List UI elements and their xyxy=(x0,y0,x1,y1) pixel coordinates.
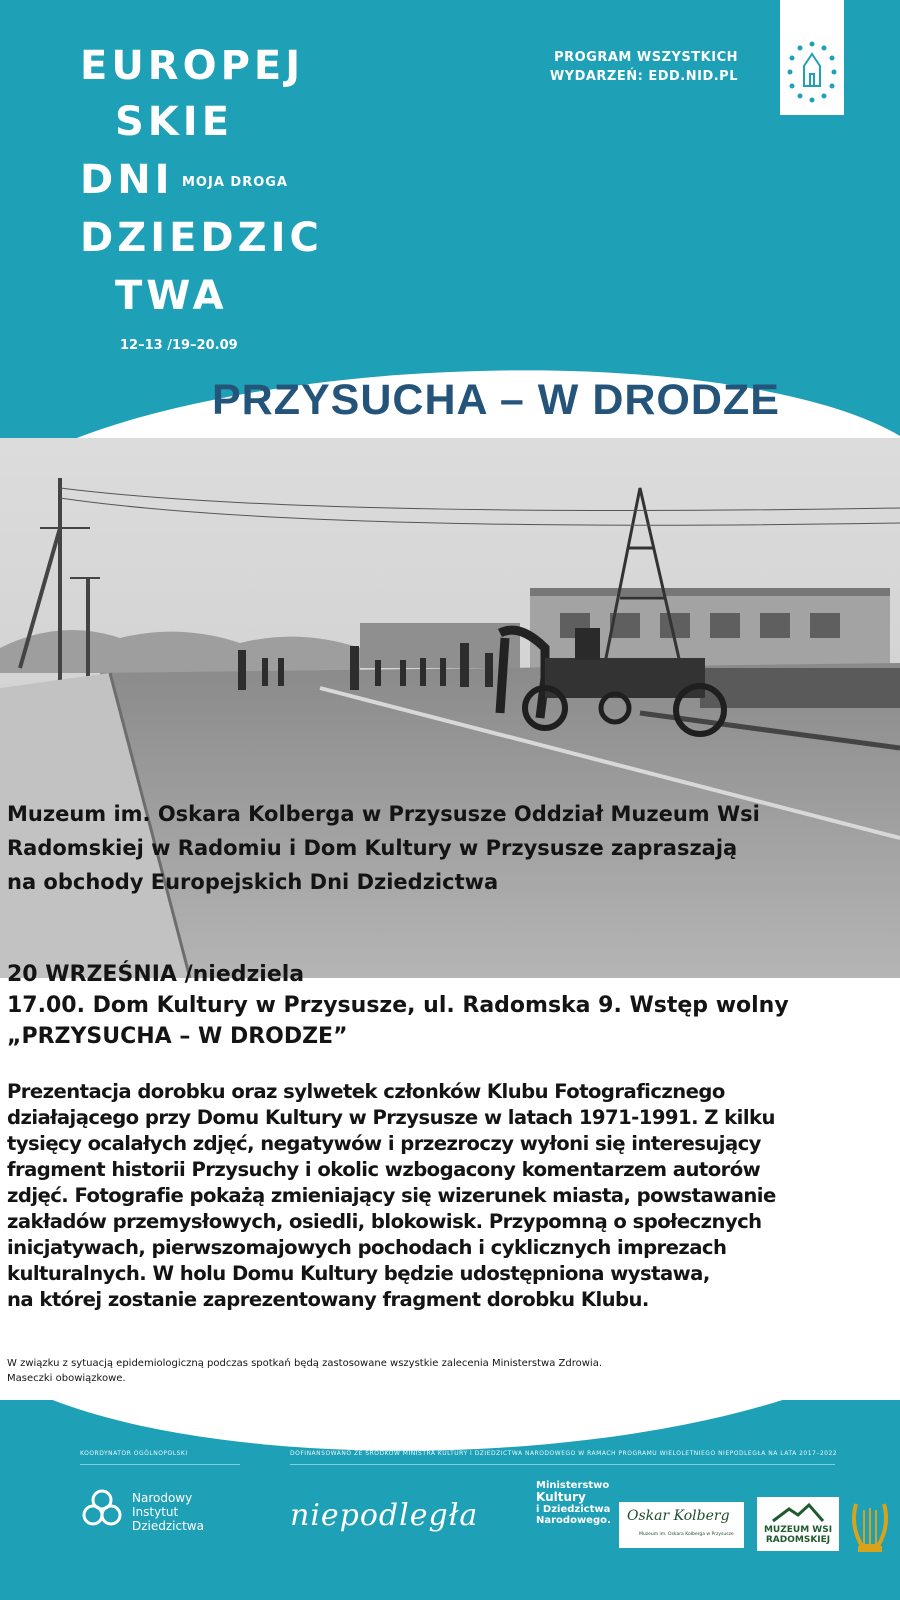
description-line-4: fragment historii Przysuchy i okolic wzbogacony komentarzem autorów xyxy=(7,1158,761,1181)
nid-name xyxy=(132,1491,204,1533)
event-dates: 12–13 /19–20.09 xyxy=(120,338,238,353)
ministry-line-4: Narodowego. xyxy=(536,1515,611,1526)
description-line-2: działającego przy Domu Kultury w Przysusze w latach 1971-1991. Z kilku xyxy=(7,1106,775,1129)
logo-subtitle: MOJA DROGA xyxy=(182,175,288,190)
coordinator-label: KOORDYNATOR OGÓLNOPOLSKI xyxy=(80,1450,188,1457)
program-line-1: PROGRAM WSZYSTKICH xyxy=(554,50,738,65)
event-details xyxy=(7,959,887,1052)
health-note xyxy=(7,1356,887,1386)
intro-line-1: Muzeum im. Oskara Kolberga w Przysusze Oddział Muzeum Wsi xyxy=(7,802,760,826)
intro-line-3: na obchody Europejskich Dni Dziedzictwa xyxy=(7,870,499,894)
note-line-1: W związku z sytuacją epidemiologiczną podczas spotkań będą zastosowane wszystkie zalecenia Ministerstwa Zdrowia. xyxy=(7,1358,602,1369)
muzeum-wsi-line-1: MUZEUM WSI xyxy=(763,1525,833,1535)
description-line-1: Prezentacja dorobku oraz sylwetek członków Klubu Fotograficznego xyxy=(7,1080,725,1103)
ministry-line-3: i Dziedzictwa xyxy=(536,1504,611,1515)
muzeum-wsi-logo xyxy=(757,1497,839,1551)
muzeum-wsi-name xyxy=(757,1525,839,1545)
logo-line-3: DNI xyxy=(80,157,174,203)
lyre-logo-icon xyxy=(848,1496,892,1556)
kolberg-signature: Oskar Kolberg xyxy=(627,1508,730,1524)
description-line-3: tysięcy ocalałych zdjęć, negatywów i przezroczy wyłoni się interesujący xyxy=(7,1132,761,1155)
funding-rule xyxy=(290,1464,835,1465)
event-description xyxy=(7,1079,887,1313)
funding-label: DOFINANSOWANO ZE ŚRODKÓW MINISTRA KULTURY I DZIEDZICTWA NARODOWEGO W RAMACH PROGRAMU WIELOLETNIEGO NIEPODLEGŁA NA LATA 2017–2022 xyxy=(290,1450,838,1457)
event-name: „PRZYSUCHA – W DRODZE” xyxy=(7,1024,348,1049)
niepodlegla-logo: niepodległa xyxy=(290,1498,479,1533)
kolberg-subtitle: Muzeum im. Oskara Kolberga w Przysusze xyxy=(639,1532,734,1537)
kolberg-museum-logo xyxy=(619,1502,744,1548)
nid-line-1: Narodowy xyxy=(132,1491,193,1505)
event-date: 20 WRZEŚNIA /niedziela xyxy=(7,962,305,987)
logo-line-2: SKIE xyxy=(115,99,234,145)
nid-line-2: Instytut xyxy=(132,1505,179,1519)
eu-stars-emblem-icon xyxy=(786,40,838,104)
nid-knot-logo-icon xyxy=(80,1486,124,1530)
page-title: PRZYSUCHA – W DRODZE xyxy=(212,376,780,424)
ministry-line-2: Kultury xyxy=(536,1490,586,1504)
event-place: 17.00. Dom Kultury w Przysusze, ul. Radomska 9. Wstęp wolny xyxy=(7,993,789,1018)
coordinator-rule xyxy=(80,1464,240,1465)
description-line-6: zakładów przemysłowych, osiedli, blokowisk. Przypomną o społecznych xyxy=(7,1210,762,1233)
muzeum-wsi-house-logo-icon xyxy=(771,1503,825,1523)
description-line-7: inicjatywach, pierwszomajowych pochodach i cyklicznych imprezach xyxy=(7,1236,727,1259)
eu-emblem xyxy=(780,0,844,115)
logo-line-5: TWA xyxy=(115,273,228,319)
intro-text xyxy=(7,797,887,899)
description-line-8: kulturalnych. W holu Domu Kultury będzie udostępniona wystawa, xyxy=(7,1262,710,1285)
logo-line-4: DZIEDZIC xyxy=(80,215,323,261)
description-line-9: na której zostanie zaprezentowany fragment dorobku Klubu. xyxy=(7,1288,649,1311)
ministry-line-1: Ministerstwo xyxy=(536,1480,610,1491)
description-line-5: zdjęć. Fotografie pokażą zmieniający się wizerunek miasta, powstawanie xyxy=(7,1184,776,1207)
nid-line-3: Dziedzictwa xyxy=(132,1519,204,1533)
program-info xyxy=(550,48,738,86)
logo-line-1: EUROPEJ xyxy=(80,43,305,89)
ministry-logo xyxy=(536,1480,611,1526)
program-line-2: WYDARZEŃ: EDD.NID.PL xyxy=(549,69,738,84)
intro-line-2: Radomskiej w Radomiu i Dom Kultury w Przysusze zapraszają xyxy=(7,836,738,860)
muzeum-wsi-line-2: RADOMSKIEJ xyxy=(765,1535,831,1545)
note-line-2: Maseczki obowiązkowe. xyxy=(7,1373,126,1384)
